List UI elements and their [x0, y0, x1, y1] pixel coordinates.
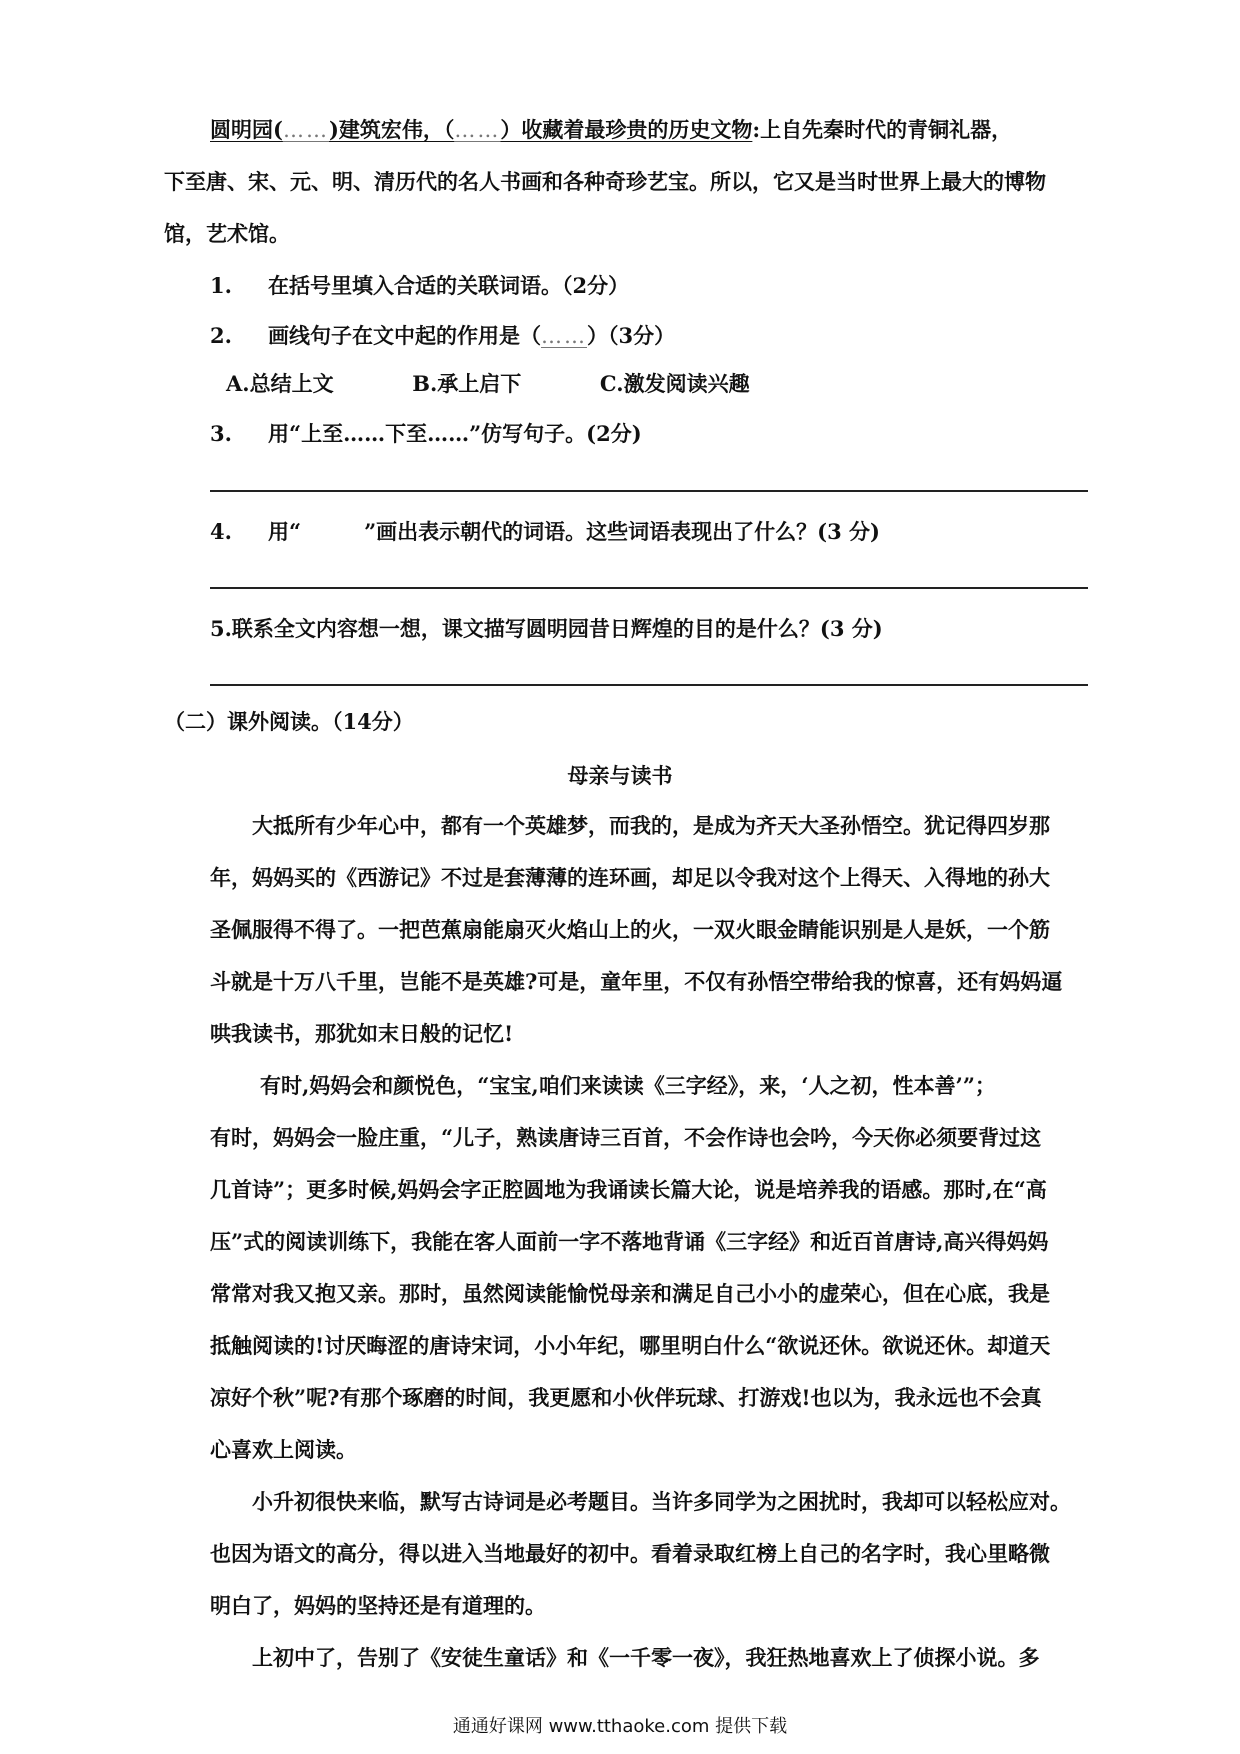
- question-3-number: 3.: [210, 421, 232, 446]
- article-p2-line-7: 凉好个秋”呢?有那个琢磨的时间，我更愿和小伙伴玩球、打游戏!也以为，我永远也不会真: [210, 1385, 1042, 1410]
- answer-line-4[interactable]: [210, 587, 1088, 589]
- article-p4-line-1: 上初中了，告别了《安徒生童话》和《一千零一夜》，我狂热地喜欢上了侦探小说。多: [252, 1645, 1040, 1670]
- article-p1-line-5: 哄我读书，那犹如末日般的记忆!: [210, 1021, 514, 1046]
- option-b: B.承上启下: [412, 371, 522, 396]
- question-2: [210, 322, 675, 350]
- question-4: [210, 518, 880, 546]
- blank-dots-2: ……: [454, 118, 501, 142]
- question-1-text: 在括号里填入合适的关联词语。（2分）: [268, 273, 630, 298]
- question-5: 5.联系全文内容想一想，课文描写圆明园昔日辉煌的目的是什么？(3 分): [210, 616, 883, 641]
- question-4-text-post: ”画出表示朝代的词语。这些词语表现出了什么？(3 分): [364, 519, 880, 544]
- article-p2-line-6: 抵触阅读的!讨厌晦涩的唐诗宋词，小小年纪，哪里明白什么“欲说还休。欲说还休。却道天: [210, 1333, 1051, 1358]
- article-p3-line-2: 也因为语文的高分，得以进入当地最好的初中。看着录取红榜上自己的名字时，我心里略微: [210, 1541, 1050, 1566]
- section-2-heading: （二）课外阅读。（14分）: [164, 709, 414, 734]
- option-a: A.总结上文: [226, 371, 334, 396]
- passage-text-end: :上自先秦时代的青铜礼器，: [752, 117, 1013, 142]
- question-2-number: 2.: [210, 323, 232, 348]
- question-2-options: [226, 370, 750, 398]
- article-p2-line-8: 心喜欢上阅读。: [210, 1437, 357, 1462]
- question-3: [210, 420, 642, 448]
- page-footer: 通通好课网 www.tthaoke.com 提供下载: [452, 1716, 788, 1737]
- question-2-blank: ……: [541, 324, 587, 348]
- article-p3-line-3: 明白了，妈妈的坚持还是有道理的。: [210, 1593, 546, 1618]
- underlined-sentence: ）收藏着最珍贵的历史文物: [500, 117, 753, 142]
- article-p1-line-1: 大抵所有少年心中，都有一个英雄梦，而我的，是成为齐天大圣孙悟空。犹记得四岁那: [252, 813, 1050, 838]
- article-p1-line-4: 斗就是十万八千里，岂能不是英雄?可是，童年里，不仅有孙悟空带给我的惊喜，还有妈妈逼: [210, 969, 1063, 994]
- blank-dots-1: ……: [282, 118, 329, 142]
- wavy-underline-mark: ______: [301, 519, 365, 544]
- article-p2-line-2: 有时，妈妈会一脸庄重，“儿子，熟读唐诗三百首，不会作诗也会吟，今天你必须要背过这: [210, 1125, 1042, 1150]
- option-c: C.激发阅读兴趣: [599, 371, 750, 396]
- article-p3-line-1: 小升初很快来临，默写古诗词是必考题目。当许多同学为之困扰时，我却可以轻松应对。: [252, 1489, 1071, 1514]
- article-p2-line-5: 常常对我又抱又亲。那时，虽然阅读能愉悦母亲和满足自己小小的虚荣心，但在心底，我是: [210, 1281, 1050, 1306]
- passage-underlined-start: 圆明园(: [210, 117, 283, 142]
- article-p1-line-2: 年，妈妈买的《西游记》不过是套薄薄的连环画，却足以令我对这个上得天、入得地的孙大: [210, 865, 1050, 890]
- article-p2-line-1: 有时,妈妈会和颜悦色，“宝宝,咱们来读读《三字经》，来，‘人之初，性本善’”；: [260, 1073, 996, 1098]
- question-1-number: 1.: [210, 273, 232, 298]
- passage-line-2: 下至唐、宋、元、明、清历代的名人书画和各种奇珍艺宝。所以，它又是当时世界上最大的博物: [164, 169, 1046, 194]
- passage-line-3: 馆，艺术馆。: [164, 221, 290, 246]
- answer-line-3[interactable]: [210, 490, 1088, 492]
- question-2-text-pre: 画线句子在文中起的作用是（: [268, 323, 541, 348]
- passage-line-1: [210, 116, 1012, 144]
- article-p2-line-3: 几首诗”；更多时候,妈妈会字正腔圆地为我诵读长篇大论，说是培养我的语感。那时,在“高: [210, 1177, 1047, 1202]
- article-p1-line-3: 圣佩服得不得了。一把芭蕉扇能扇灭火焰山上的火，一双火眼金睛能识别是人是妖，一个筋: [210, 917, 1050, 942]
- article-p2-line-4: 压”式的阅读训练下，我能在客人面前一字不落地背诵《三字经》和近百首唐诗,高兴得妈妈: [210, 1229, 1049, 1254]
- question-4-number: 4.: [210, 519, 232, 544]
- question-2-text-post: ）（3分）: [587, 323, 676, 348]
- answer-line-5[interactable]: [210, 684, 1088, 686]
- question-4-text-pre: 用“: [268, 519, 302, 544]
- question-3-text: 用“上至……下至……”仿写句子。(2分): [268, 421, 642, 446]
- article-title: 母亲与读书: [567, 763, 673, 788]
- passage-text-mid: )建筑宏伟，（: [328, 117, 455, 142]
- question-1: [210, 272, 629, 300]
